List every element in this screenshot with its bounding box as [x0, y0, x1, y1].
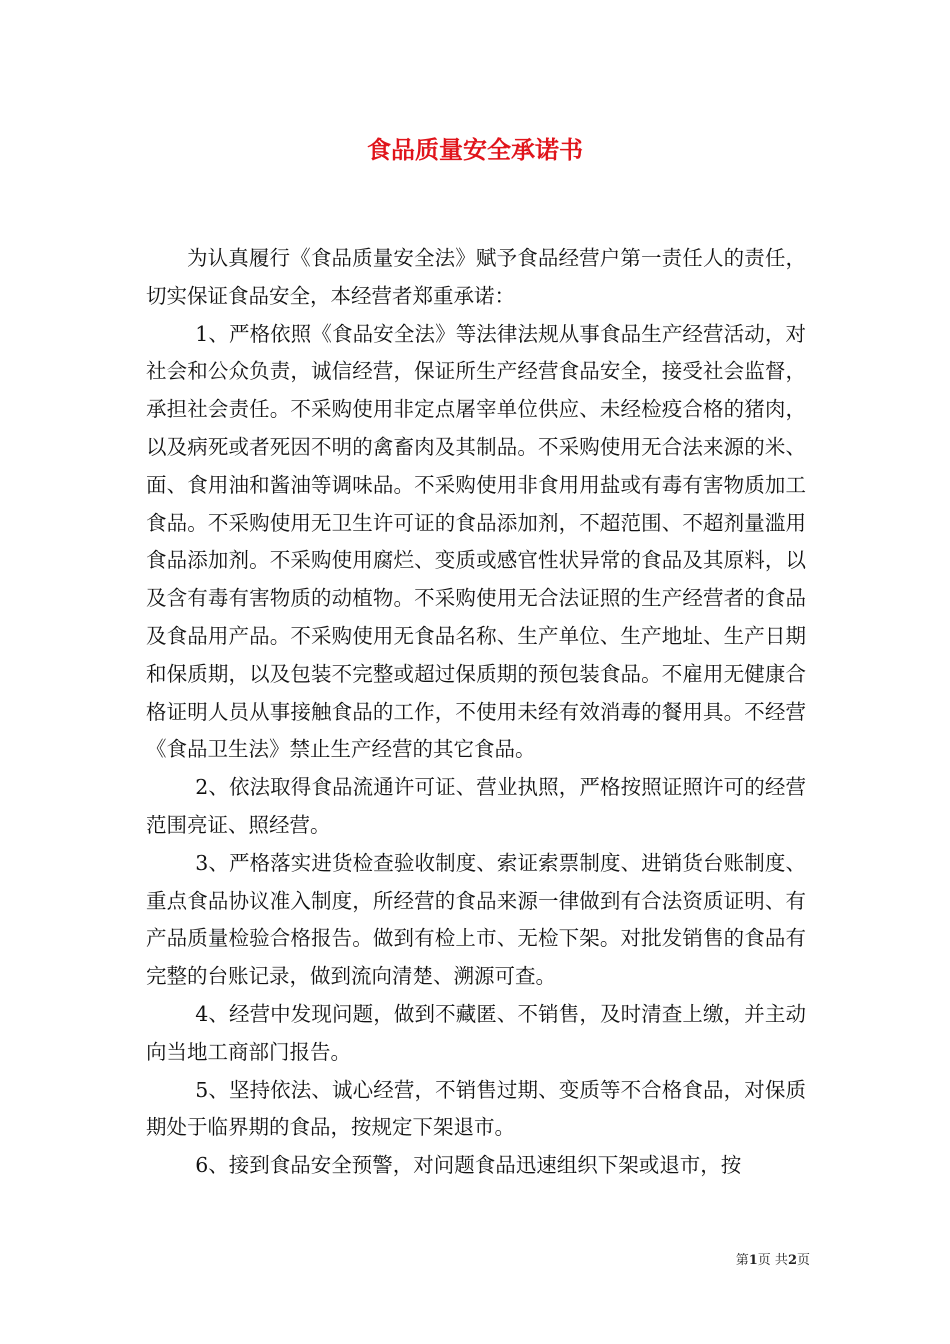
commitment-paragraph-2: 2、依法取得食品流通许可证、营业执照，严格按照证照许可的经营范围亮证、照经营。 [146, 775, 806, 837]
intro-paragraph: 为认真履行《食品质量安全法》赋予食品经营户第一责任人的责任，切实保证食品安全，本经营者郑重承诺： [146, 246, 806, 308]
document-title: 食品质量安全承诺书 [367, 135, 583, 164]
commitment-paragraph-1: 1、严格依照《食品安全法》等法律法规从事食品生产经营活动，对社会和公众负责，诚信经营，保证所生产经营食品安全，接受社会监督，承担社会责任。不采购使用非定点屠宰单位供应、未经检疫合格的猪肉，以及病死或者死因不明的禽畜肉及其制品。不采购使用无合法来源的米、面、食用油和酱油等调味品。不采购使用非食用用盐或有毒有害物质加工食品。不采购使用无卫生许可证的食品添加剂，不超范围、不超剂量滥用食品添加剂。不采购使用腐烂、变质或感官性状异常的食品及其原料，以及含有毒有害物质的动植物。不采购使用无合法证照的生产经营者的食品及食品用产品。不采购使用无食品名称、生产单位、生产地址、生产日期和保质期，以及包装不完整或超过保质期的预包装食品。不雇用无健康合格证明人员从事接触食品的工作，不使用未经有效消毒的餐用具。不经营《食品卫生法》禁止生产经营的其它食品。 [146, 321, 806, 762]
footer-middle: 页 共 [757, 1253, 788, 1268]
current-page-number: 1 [748, 1253, 758, 1268]
footer-suffix: 页 [796, 1253, 810, 1268]
document-body [146, 240, 806, 1185]
page-number-footer [700, 1252, 810, 1270]
commitment-paragraph-4: 4、经营中发现问题，做到不藏匿、不销售，及时清查上缴，并主动向当地工商部门报告。 [146, 1001, 806, 1064]
commitment-paragraph-6: 6、接到食品安全预警，对问题食品迅速组织下架或退市，按 [195, 1153, 742, 1178]
commitment-paragraph-3: 3、严格落实进货检查验收制度、索证索票制度、进销货台账制度、重点食品协议准入制度，所经营的食品来源一律做到有合法资质证明、有产品质量检验合格报告。做到有检上市、无检下架。对批发销售的食品有完整的台账记录，做到流向清楚、溯源可查。 [146, 850, 806, 989]
total-pages-number: 2 [787, 1253, 797, 1268]
commitment-paragraph-5: 5、坚持依法、诚心经营，不销售过期、变质等不合格食品，对保质期处于临界期的食品，按规定下架退市。 [146, 1077, 806, 1140]
footer-prefix: 第 [735, 1253, 749, 1268]
